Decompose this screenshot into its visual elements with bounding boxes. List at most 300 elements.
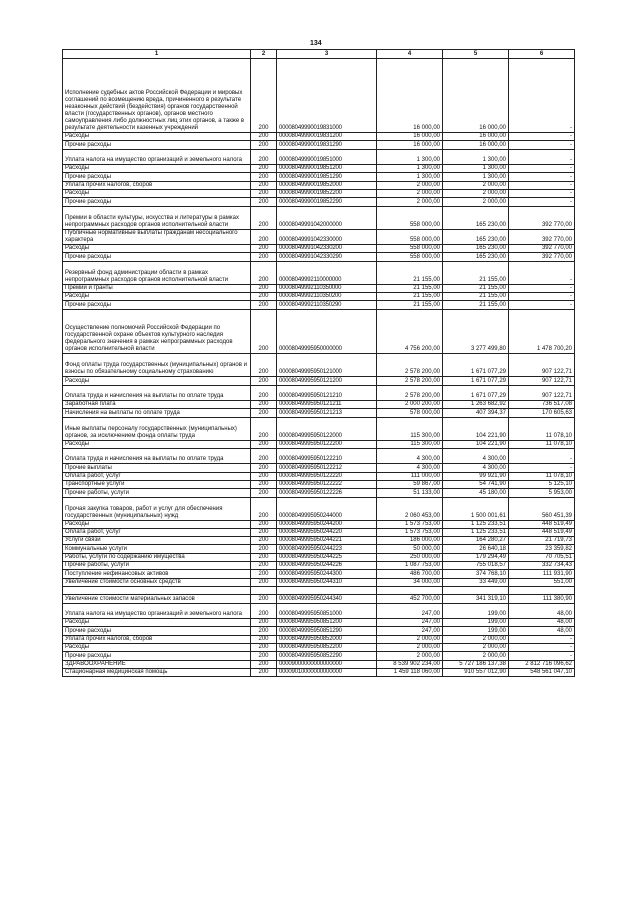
row-executed-cell: 1 125 233,51	[443, 528, 509, 536]
row-name-cell: Услуги связи	[63, 537, 251, 545]
row-name-cell: Уплата налога на имущество организаций и земельного налога	[63, 149, 251, 165]
table-row	[63, 652, 575, 660]
row-unexecuted-cell: 23 359,82	[509, 545, 575, 553]
row-kbk-cell	[277, 586, 377, 594]
table-row	[63, 377, 575, 385]
row-name-cell: Прочие расходы	[63, 198, 251, 206]
row-executed-cell: 104 221,90	[443, 440, 509, 448]
row-kbk-cell: 00008049995950244226	[277, 562, 377, 570]
row-executed-cell: 21 155,00	[443, 292, 509, 300]
row-name-cell: Публичные нормативные выплаты гражданам несоциального характера	[63, 229, 251, 245]
row-name-cell: Оплата работ, услуг	[63, 528, 251, 536]
row-executed-cell: 4 300,00	[443, 464, 509, 472]
row-approved-cell: 558 000,00	[377, 229, 443, 245]
table-row	[63, 301, 575, 309]
row-executed-cell: 1 300,00	[443, 165, 509, 173]
row-executed-cell: 2 000,00	[443, 644, 509, 652]
row-code-cell: 200	[251, 377, 277, 385]
row-kbk-cell: 00008049990019831000	[277, 59, 377, 133]
row-unexecuted-cell: -	[509, 464, 575, 472]
row-approved-cell: 4 300,00	[377, 448, 443, 464]
row-approved-cell: 1 459 118 060,00	[377, 668, 443, 676]
row-executed-cell: 374 768,10	[443, 570, 509, 578]
row-code-cell: 200	[251, 440, 277, 448]
row-name-cell: Расходы	[63, 245, 251, 253]
row-approved-cell: 1 087 753,00	[377, 562, 443, 570]
table-row	[63, 253, 575, 261]
row-approved-cell: 2 000,00	[377, 198, 443, 206]
row-code-cell: 200	[251, 537, 277, 545]
row-kbk-cell: 00008049990019831200	[277, 133, 377, 141]
row-approved-cell: 2 000,00	[377, 181, 443, 189]
table-row	[63, 198, 575, 206]
table-row	[63, 586, 575, 594]
table-row	[63, 497, 575, 520]
table-row	[63, 635, 575, 643]
table-row	[63, 190, 575, 198]
row-code-cell: 200	[251, 165, 277, 173]
row-code-cell: 200	[251, 553, 277, 561]
table-row	[63, 440, 575, 448]
row-name-cell: Стационарная медицинская помощь	[63, 668, 251, 676]
row-name-cell: Прочие выплаты	[63, 464, 251, 472]
table-row	[63, 644, 575, 652]
row-kbk-cell: 00008049995950852290	[277, 652, 377, 660]
row-approved-cell: 2 000,00	[377, 644, 443, 652]
row-name-cell: Прочие расходы	[63, 652, 251, 660]
row-unexecuted-cell: 170 605,63	[509, 409, 575, 417]
row-kbk-cell: 00008049991042330290	[277, 253, 377, 261]
row-code-cell: 200	[251, 652, 277, 660]
row-approved-cell: 1 300,00	[377, 173, 443, 181]
header-cell-3: 3	[277, 50, 377, 59]
row-unexecuted-cell: -	[509, 133, 575, 141]
budget-execution-table	[62, 49, 575, 677]
row-executed-cell: 21 155,00	[443, 301, 509, 309]
row-approved-cell: 50 000,00	[377, 545, 443, 553]
row-code-cell: 200	[251, 578, 277, 586]
row-unexecuted-cell: 1 478 700,20	[509, 309, 575, 354]
row-unexecuted-cell: 448 519,49	[509, 520, 575, 528]
row-unexecuted-cell: -	[509, 284, 575, 292]
table-row	[63, 245, 575, 253]
table-row	[63, 229, 575, 245]
row-executed-cell: 1 263 682,92	[443, 401, 509, 409]
row-approved-cell: 2 000,00	[377, 190, 443, 198]
row-approved-cell: 2 060 453,00	[377, 497, 443, 520]
row-kbk-cell: 00008049995950122222	[277, 481, 377, 489]
row-executed-cell: 26 640,18	[443, 545, 509, 553]
table-row	[63, 59, 575, 133]
row-executed-cell: 4 300,00	[443, 448, 509, 464]
row-unexecuted-cell: 907 122,71	[509, 377, 575, 385]
row-code-cell: 200	[251, 528, 277, 536]
row-code-cell: 200	[251, 497, 277, 520]
table-row	[63, 578, 575, 586]
row-code-cell: 200	[251, 301, 277, 309]
row-approved-cell: 34 000,00	[377, 578, 443, 586]
row-kbk-cell: 00008049995950121210	[277, 385, 377, 401]
row-executed-cell: 2 000,00	[443, 635, 509, 643]
row-name-cell: Увеличение стоимости материальных запасов	[63, 595, 251, 603]
row-unexecuted-cell: 48,00	[509, 627, 575, 635]
row-name-cell: Расходы	[63, 292, 251, 300]
table-row	[63, 668, 575, 676]
row-approved-cell: 1 300,00	[377, 165, 443, 173]
row-executed-cell: 1 300,00	[443, 149, 509, 165]
row-name-cell: Транспортные услуги	[63, 481, 251, 489]
row-name-cell: Прочие работы, услуги	[63, 489, 251, 497]
row-name-cell: Уплата налога на имущество организаций и земельного налога	[63, 603, 251, 619]
row-unexecuted-cell: -	[509, 448, 575, 464]
row-name-cell: Премии в области культуры, искусства и литературы в рамках непрограммных расходов органов исполнительной власти	[63, 206, 251, 229]
row-code-cell: 200	[251, 644, 277, 652]
row-unexecuted-cell: 332 734,43	[509, 562, 575, 570]
row-executed-cell: 1 300,00	[443, 173, 509, 181]
row-approved-cell: 2 000,00	[377, 652, 443, 660]
row-approved-cell: 4 300,00	[377, 464, 443, 472]
row-code-cell: 200	[251, 668, 277, 676]
row-approved-cell: 247,00	[377, 619, 443, 627]
row-code-cell: 200	[251, 173, 277, 181]
table-row	[63, 537, 575, 545]
table-row	[63, 570, 575, 578]
row-executed-cell: 99 921,90	[443, 472, 509, 480]
row-name-cell: Прочие расходы	[63, 301, 251, 309]
row-approved-cell: 21 155,00	[377, 301, 443, 309]
table-row	[63, 417, 575, 440]
row-unexecuted-cell: 11 078,10	[509, 440, 575, 448]
row-code-cell: 200	[251, 417, 277, 440]
row-kbk-cell: 00008049995950851290	[277, 627, 377, 635]
table-row	[63, 448, 575, 464]
row-code-cell: 200	[251, 481, 277, 489]
table-row	[63, 284, 575, 292]
row-unexecuted-cell: 392 770,00	[509, 206, 575, 229]
row-executed-cell: 54 741,90	[443, 481, 509, 489]
row-approved-cell: 452 700,00	[377, 595, 443, 603]
row-kbk-cell: 00008049995950244300	[277, 570, 377, 578]
row-code-cell: 200	[251, 229, 277, 245]
table-row	[63, 545, 575, 553]
row-unexecuted-cell: -	[509, 652, 575, 660]
row-kbk-cell: 00008049991042330200	[277, 245, 377, 253]
row-executed-cell: 1 671 077,29	[443, 385, 509, 401]
row-approved-cell: 16 000,00	[377, 59, 443, 133]
row-code-cell: 200	[251, 570, 277, 578]
row-kbk-cell: 00008049991042000000	[277, 206, 377, 229]
row-kbk-cell: 00008049995950244200	[277, 520, 377, 528]
row-kbk-cell: 00008049990019851290	[277, 173, 377, 181]
header-cell-5: 5	[443, 50, 509, 59]
table-row	[63, 385, 575, 401]
row-unexecuted-cell: -	[509, 292, 575, 300]
row-approved-cell: 115 300,00	[377, 417, 443, 440]
row-unexecuted-cell: 11 078,10	[509, 472, 575, 480]
row-executed-cell: 104 221,90	[443, 417, 509, 440]
row-executed-cell: 5 727 186 137,38	[443, 660, 509, 668]
row-approved-cell: 1 573 753,00	[377, 520, 443, 528]
row-name-cell: Расходы	[63, 520, 251, 528]
row-approved-cell: 111 000,00	[377, 472, 443, 480]
row-kbk-cell: 00008049995950244000	[277, 497, 377, 520]
row-executed-cell: 164 280,27	[443, 537, 509, 545]
row-name-cell: Начисления на выплаты по оплате труда	[63, 409, 251, 417]
row-executed-cell: 1 500 001,61	[443, 497, 509, 520]
table-row	[63, 553, 575, 561]
row-unexecuted-cell: 560 451,39	[509, 497, 575, 520]
row-kbk-cell: 00009010000000000000	[277, 668, 377, 676]
row-executed-cell: 199,00	[443, 603, 509, 619]
row-kbk-cell: 00008049990019831290	[277, 141, 377, 149]
table-row	[63, 595, 575, 603]
row-code-cell: 200	[251, 635, 277, 643]
row-kbk-cell: 00008049995950851200	[277, 619, 377, 627]
row-code-cell: 200	[251, 141, 277, 149]
row-kbk-cell: 00008049995950244225	[277, 553, 377, 561]
row-kbk-cell: 00008049995950121200	[277, 377, 377, 385]
row-code-cell: 200	[251, 472, 277, 480]
row-code-cell: 200	[251, 520, 277, 528]
row-unexecuted-cell: 551,00	[509, 578, 575, 586]
row-name-cell: Прочие расходы	[63, 253, 251, 261]
row-approved-cell: 115 300,00	[377, 440, 443, 448]
row-executed-cell: 407 394,37	[443, 409, 509, 417]
row-executed-cell: 165 230,00	[443, 206, 509, 229]
row-approved-cell: 4 756 200,00	[377, 309, 443, 354]
table-row	[63, 354, 575, 377]
row-name-cell: Прочие работы, услуги	[63, 562, 251, 570]
row-unexecuted-cell: 5 125,10	[509, 481, 575, 489]
row-approved-cell: 250 000,00	[377, 553, 443, 561]
row-code-cell: 200	[251, 253, 277, 261]
row-code-cell: 200	[251, 261, 277, 284]
row-kbk-cell: 00008049995950244340	[277, 595, 377, 603]
row-name-cell: Расходы	[63, 644, 251, 652]
table-row	[63, 528, 575, 536]
row-approved-cell: 486 700,00	[377, 570, 443, 578]
row-kbk-cell: 00008049992110350200	[277, 292, 377, 300]
row-executed-cell: 2 000,00	[443, 190, 509, 198]
row-unexecuted-cell: -	[509, 198, 575, 206]
row-unexecuted-cell: 2 812 716 096,62	[509, 660, 575, 668]
row-executed-cell: 16 000,00	[443, 133, 509, 141]
row-unexecuted-cell: 11 078,10	[509, 417, 575, 440]
table-row	[63, 619, 575, 627]
row-unexecuted-cell: -	[509, 301, 575, 309]
row-code-cell: 200	[251, 489, 277, 497]
table-row	[63, 181, 575, 189]
table-row	[63, 173, 575, 181]
row-executed-cell: 165 230,00	[443, 253, 509, 261]
row-executed-cell: 165 230,00	[443, 229, 509, 245]
row-approved-cell: 8 539 902 234,00	[377, 660, 443, 668]
row-kbk-cell: 00008049995950244223	[277, 545, 377, 553]
row-kbk-cell: 00008049995950244221	[277, 537, 377, 545]
row-code-cell: 200	[251, 385, 277, 401]
row-unexecuted-cell: -	[509, 644, 575, 652]
row-unexecuted-cell: 21 719,73	[509, 537, 575, 545]
row-approved-cell: 558 000,00	[377, 253, 443, 261]
row-executed-cell: 199,00	[443, 627, 509, 635]
row-kbk-cell: 00008049995950122200	[277, 440, 377, 448]
row-code-cell: 200	[251, 619, 277, 627]
row-approved-cell: 2 000 200,00	[377, 401, 443, 409]
row-approved-cell: 1 300,00	[377, 149, 443, 165]
row-kbk-cell: 00008049992110350000	[277, 284, 377, 292]
row-kbk-cell: 00008049995950121213	[277, 409, 377, 417]
table-row	[63, 660, 575, 668]
row-kbk-cell: 00008049995950122220	[277, 472, 377, 480]
row-kbk-cell: 00008049995950122226	[277, 489, 377, 497]
row-kbk-cell: 00008049995950122210	[277, 448, 377, 464]
row-unexecuted-cell: 48,00	[509, 603, 575, 619]
row-executed-cell: 33 449,00	[443, 578, 509, 586]
row-code-cell: 200	[251, 133, 277, 141]
row-code-cell: 200	[251, 660, 277, 668]
row-kbk-cell: 00008049995950122000	[277, 417, 377, 440]
row-unexecuted-cell: 548 561 047,10	[509, 668, 575, 676]
row-code-cell: 200	[251, 181, 277, 189]
row-kbk-cell: 00008049990019851000	[277, 149, 377, 165]
row-approved-cell: 2 578 200,00	[377, 385, 443, 401]
row-code-cell: 200	[251, 59, 277, 133]
table-row	[63, 481, 575, 489]
row-name-cell: Расходы	[63, 377, 251, 385]
row-code-cell: 200	[251, 603, 277, 619]
row-executed-cell: 910 557 012,90	[443, 668, 509, 676]
row-name-cell: Оплата труда и начисления на выплаты по оплате труда	[63, 385, 251, 401]
row-approved-cell: 21 155,00	[377, 284, 443, 292]
row-name-cell: Прочие расходы	[63, 173, 251, 181]
row-code-cell: 200	[251, 464, 277, 472]
row-unexecuted-cell: -	[509, 181, 575, 189]
row-code-cell: 200	[251, 245, 277, 253]
row-executed-cell: 2 000,00	[443, 181, 509, 189]
row-unexecuted-cell: -	[509, 141, 575, 149]
table-row	[63, 165, 575, 173]
table-row	[63, 520, 575, 528]
row-kbk-cell: 00008049995950244220	[277, 528, 377, 536]
row-approved-cell: 2 000,00	[377, 635, 443, 643]
row-executed-cell: 1 671 077,29	[443, 354, 509, 377]
row-name-cell: Резервный фонд администрации области в рамках непрограммных расходов органов исполнительной власти	[63, 261, 251, 284]
table-row	[63, 603, 575, 619]
row-executed-cell: 21 155,00	[443, 261, 509, 284]
table-row	[63, 309, 575, 354]
row-name-cell: Исполнение судебных актов Российской Федерации и мировых соглашений по возмещению вреда, причиненного в результате незаконных действий (бездействия) органов государственной власти (государственных органов), органов местного самоуправления либо должностных лиц этих органов, а также в результате деятельности казенных учреждений	[63, 59, 251, 133]
row-kbk-cell: 00008049995950852000	[277, 635, 377, 643]
row-approved-cell: 59 867,00	[377, 481, 443, 489]
row-unexecuted-cell: 448 519,49	[509, 528, 575, 536]
row-kbk-cell: 00008049995950122212	[277, 464, 377, 472]
header-cell-6: 6	[509, 50, 575, 59]
row-code-cell: 200	[251, 409, 277, 417]
row-name-cell: Оплата работ, услуг	[63, 472, 251, 480]
row-approved-cell: 558 000,00	[377, 245, 443, 253]
row-name-cell: Расходы	[63, 133, 251, 141]
row-unexecuted-cell: -	[509, 149, 575, 165]
row-unexecuted-cell: 907 122,71	[509, 354, 575, 377]
table-row	[63, 133, 575, 141]
row-unexecuted-cell: 111 931,90	[509, 570, 575, 578]
row-code-cell: 200	[251, 595, 277, 603]
row-name-cell: Фонд оплаты труда государственных (муниципальных) органов и взносы по обязательному социальному страхованию	[63, 354, 251, 377]
row-approved-cell: 247,00	[377, 603, 443, 619]
row-kbk-cell: 00008049995950244310	[277, 578, 377, 586]
row-name-cell: Расходы	[63, 440, 251, 448]
row-approved-cell: 16 000,00	[377, 141, 443, 149]
table-row	[63, 489, 575, 497]
row-unexecuted-cell: -	[509, 190, 575, 198]
row-approved-cell: 21 155,00	[377, 292, 443, 300]
row-approved-cell: 16 000,00	[377, 133, 443, 141]
row-name-cell: Расходы	[63, 619, 251, 627]
row-executed-cell: 3 277 499,80	[443, 309, 509, 354]
row-executed-cell: 199,00	[443, 619, 509, 627]
row-executed-cell: 2 000,00	[443, 652, 509, 660]
row-executed-cell: 1 125 233,51	[443, 520, 509, 528]
row-code-cell: 200	[251, 545, 277, 553]
row-name-cell: Увеличение стоимости основных средств	[63, 578, 251, 586]
row-name-cell: Оплата труда и начисления на выплаты по оплате труда	[63, 448, 251, 464]
row-code-cell: 200	[251, 562, 277, 570]
row-approved-cell: 186 000,00	[377, 537, 443, 545]
row-name-cell: Прочие расходы	[63, 627, 251, 635]
row-executed-cell: 21 155,00	[443, 284, 509, 292]
row-unexecuted-cell	[509, 586, 575, 594]
row-executed-cell: 341 319,10	[443, 595, 509, 603]
row-kbk-cell: 00008049991042330000	[277, 229, 377, 245]
row-unexecuted-cell: 736 517,08	[509, 401, 575, 409]
table-row	[63, 141, 575, 149]
row-code-cell: 200	[251, 198, 277, 206]
row-unexecuted-cell: 392 770,00	[509, 253, 575, 261]
table-row	[63, 627, 575, 635]
row-name-cell: Заработная плата	[63, 401, 251, 409]
row-code-cell: 200	[251, 292, 277, 300]
row-kbk-cell: 00008049995950000000	[277, 309, 377, 354]
row-executed-cell: 165 230,00	[443, 245, 509, 253]
row-unexecuted-cell: 70 705,51	[509, 553, 575, 561]
row-name-cell: Уплата прочих налогов, сборов	[63, 635, 251, 643]
row-code-cell: 200	[251, 284, 277, 292]
row-executed-cell	[443, 586, 509, 594]
row-unexecuted-cell: 5 953,00	[509, 489, 575, 497]
row-executed-cell: 2 000,00	[443, 198, 509, 206]
table-row	[63, 562, 575, 570]
row-unexecuted-cell: -	[509, 635, 575, 643]
row-name-cell: Коммунальные услуги	[63, 545, 251, 553]
page-number: 134	[310, 40, 322, 47]
table-row	[63, 206, 575, 229]
header-row	[63, 50, 575, 59]
row-kbk-cell: 00009000000000000000	[277, 660, 377, 668]
row-kbk-cell: 00008049992110350290	[277, 301, 377, 309]
row-executed-cell: 179 294,49	[443, 553, 509, 561]
table-row	[63, 401, 575, 409]
row-approved-cell: 247,00	[377, 627, 443, 635]
row-code-cell: 200	[251, 448, 277, 464]
row-unexecuted-cell: -	[509, 173, 575, 181]
row-unexecuted-cell: -	[509, 165, 575, 173]
row-unexecuted-cell: -	[509, 59, 575, 133]
row-name-cell: ЗДРАВООХРАНЕНИЕ	[63, 660, 251, 668]
row-approved-cell: 51 133,00	[377, 489, 443, 497]
table-row	[63, 409, 575, 417]
row-kbk-cell: 00008049995950852200	[277, 644, 377, 652]
row-name-cell: Прочая закупка товаров, работ и услуг для обеспечения государственных (муниципальных) нужд	[63, 497, 251, 520]
